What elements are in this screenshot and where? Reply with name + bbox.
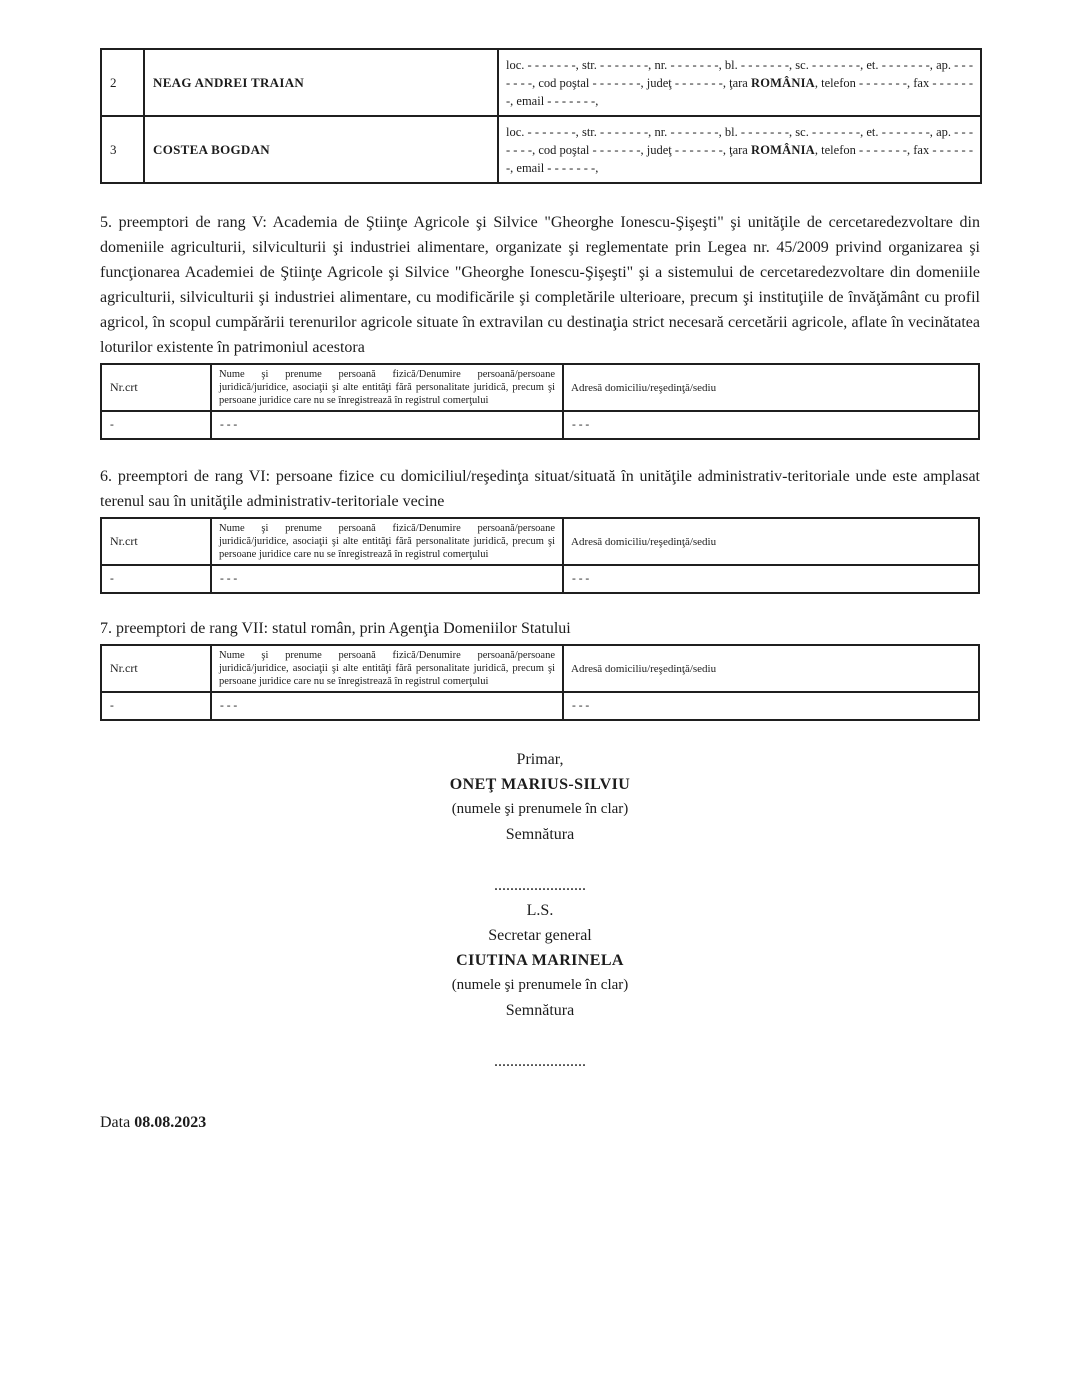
owner-address [498, 116, 981, 183]
section5-heading: 5. preemptori de rang V: Academia de Ştiinţe Agricole şi Silvice "Gheorghe Ionescu-Şişeşti" şi unităţile de cercetaredezvoltare din domeniile agriculturii, silviculturii şi industriei alimentare, organizate şi reglementate prin Legea nr. 45/2009 privind organizarea şi funcţionarea Academiei de Ştiinţe Agricole şi Silvice "Gheorghe Ionescu-Şişeşti" şi a sistemului de cercetaredezvoltare din domeniile agriculturii, silviculturii şi industriei alimentare, cu modificările şi completările ulterioare, precum şi instituţiile de învăţământ cu profil agricol, în scopul cumpărării terenurilor agricole situate în extravilan cu destinaţia strict necesară cercetării agricole, aflate în vecinătatea loturilor existente în patrimoniul acestora [100, 214, 980, 356]
section7-preemptor-table [100, 644, 980, 721]
secretary-name: CIUTINA MARINELA [456, 952, 624, 969]
mayor-title: Primar, [516, 751, 564, 768]
preemptor-empty-row [101, 565, 979, 593]
cell-name: - - - [211, 565, 563, 593]
spacer [100, 1023, 980, 1049]
header-address: Adresă domiciliu/reşedinţă/sediu [563, 518, 979, 565]
cell-address: - - - [563, 565, 979, 593]
cell-address: - - - [563, 692, 979, 720]
date-label: Data [100, 1114, 131, 1131]
secretary-signature-dots: ....................... [494, 1053, 586, 1070]
header-nr-crt: Nr.crt [101, 518, 211, 565]
owner-address-after: , telefon - - - - - - -, fax - - - - - - -, email - - - - - - -, [506, 142, 973, 175]
section6-heading: 6. preemptori de rang VI: persoane fizice cu domiciliul/reşedinţa situat/situată în unităţile administrativ-teritoriale unde este amplasat terenul sau în unităţile administrativ-teritoriale vecine [100, 468, 980, 510]
header-name: Nume şi prenume persoană fizică/Denumire persoană/persoane juridică/juridice, asociaţii şi alte entităţi fără personalitate juridică, precum şi persoane juridice care nu se înregistrează în registrul comerţului [211, 364, 563, 411]
section6-preemptor-table [100, 517, 980, 594]
cell-address: - - - [563, 411, 979, 439]
cell-nr: - [101, 692, 211, 720]
header-address: Adresă domiciliu/reşedinţă/sediu [563, 645, 979, 692]
spacer [100, 847, 980, 873]
owners-table [100, 48, 982, 184]
signature-block [100, 747, 980, 1074]
owner-address-country: ROMÂNIA [750, 75, 815, 90]
header-name: Nume şi prenume persoană fizică/Denumire persoană/persoane juridică/juridice, asociaţii şi alte entităţi fără personalitate juridică, precum şi persoane juridice care nu se înregistrează în registrul comerţului [211, 645, 563, 692]
owner-address-before: loc. - - - - - - -, str. - - - - - - -, nr. - - - - - - -, bl. - - - - - - -, sc. - - - - - - -, et. - - - - - - -, ap. - - - - - - -, cod poştal - - - - - - -, judeţ - - - - - - -, ţara [506, 57, 973, 90]
owner-row-number: 2 [101, 49, 144, 116]
owner-address-country: ROMÂNIA [750, 142, 815, 157]
owner-name: NEAG ANDREI TRAIAN [144, 49, 498, 116]
owner-address-after: , telefon - - - - - - -, fax - - - - - - -, email - - - - - - -, [506, 75, 973, 108]
secretary-title: Secretar general [488, 927, 592, 944]
owner-address [498, 49, 981, 116]
mayor-signature-label: Semnătura [505, 826, 575, 843]
date-value: 08.08.2023 [134, 1114, 207, 1131]
owner-row-number: 3 [101, 116, 144, 183]
header-name: Nume şi prenume persoană fizică/Denumire persoană/persoane juridică/juridice, asociaţii şi alte entităţi fără personalitate juridică, precum şi persoane juridice care nu se înregistrează în registrul comerţului [211, 518, 563, 565]
owner-row [101, 116, 981, 183]
section5-preemptor-table [100, 363, 980, 440]
secretary-signature-label: Semnătura [505, 1002, 575, 1019]
ls-label: L.S. [526, 902, 554, 919]
mayor-name-note: (numele şi prenumele în clar) [451, 801, 629, 817]
owner-name: COSTEA BOGDAN [144, 116, 498, 183]
header-address: Adresă domiciliu/reşedinţă/sediu [563, 364, 979, 411]
preemptor-empty-row [101, 692, 979, 720]
date-line [100, 1114, 980, 1132]
cell-nr: - [101, 411, 211, 439]
owner-address-before: loc. - - - - - - -, str. - - - - - - -, nr. - - - - - - -, bl. - - - - - - -, sc. - - - - - - -, et. - - - - - - -, ap. - - - - - - -, cod poştal - - - - - - -, judeţ - - - - - - -, ţara [506, 124, 973, 157]
preemptor-header-row [101, 364, 979, 411]
preemptor-header-row [101, 645, 979, 692]
cell-name: - - - [211, 692, 563, 720]
secretary-name-note: (numele şi prenumele în clar) [451, 977, 629, 993]
owner-row [101, 49, 981, 116]
cell-nr: - [101, 565, 211, 593]
preemptor-header-row [101, 518, 979, 565]
mayor-name: ONEŢ MARIUS-SILVIU [449, 776, 631, 793]
header-nr-crt: Nr.crt [101, 364, 211, 411]
preemptor-empty-row [101, 411, 979, 439]
section7-heading: 7. preemptori de rang VII: statul român, prin Agenţia Domeniilor Statului [100, 620, 571, 637]
mayor-signature-dots: ....................... [494, 877, 586, 894]
cell-name: - - - [211, 411, 563, 439]
header-nr-crt: Nr.crt [101, 645, 211, 692]
